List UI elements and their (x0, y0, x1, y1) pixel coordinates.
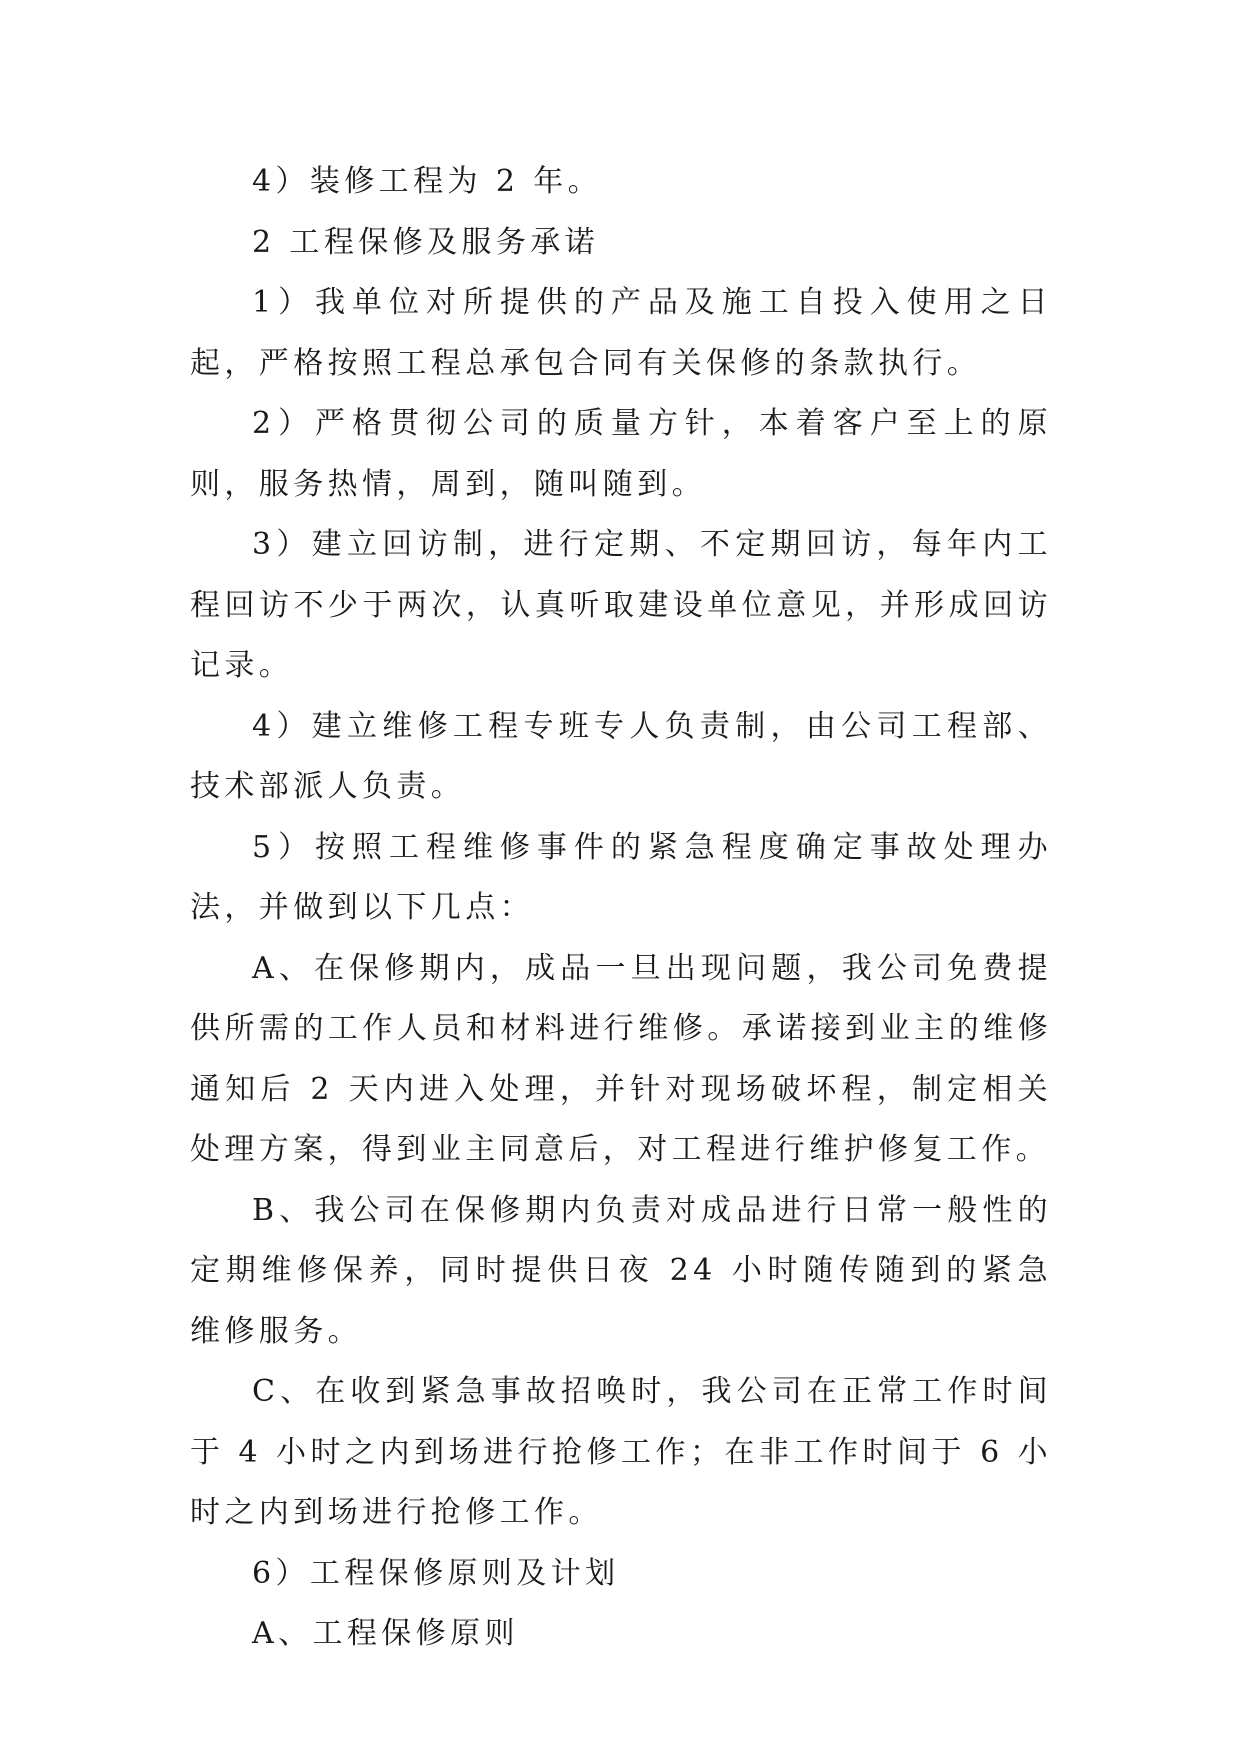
paragraph-item-2: 2）严格贯彻公司的质量方针，本着客户至上的原则，服务热情，周到，随叫随到。 (190, 406, 1052, 502)
paragraph-item-a: A、在保修期内，成品一旦出现问题，我公司免费提供所需的工作人员和材料进行维修。承诺接到业主的维修通知后 2 天内进入处理，并针对现场破坏程，制定相关处理方案，得到业主同意后，对工程进行维护修复工作。 (190, 950, 1052, 1167)
section-heading-warranty-commitment: 2 工程保修及服务承诺 (252, 224, 600, 260)
paragraph-item-1: 1）我单位对所提供的产品及施工自投入使用之日起，严格按照工程总承包合同有关保修的条款执行。 (190, 285, 1052, 381)
paragraph-item-5: 5）按照工程维修事件的紧急程度确定事故处理办法，并做到以下几点： (190, 829, 1052, 925)
paragraph-decoration-warranty: 4）装修工程为 2 年。 (252, 164, 603, 199)
paragraph-item-6: 6）工程保修原则及计划 (252, 1555, 620, 1591)
paragraph-item-3: 3）建立回访制，进行定期、不定期回访，每年内工程回访不少于两次，认真听取建设单位意见，并形成回访记录。 (190, 527, 1052, 683)
paragraph-subheading-a: A、工程保修原则 (252, 1616, 519, 1651)
paragraph-item-4: 4）建立维修工程专班专人负责制，由公司工程部、技术部派人负责。 (190, 708, 1052, 804)
paragraph-item-b: B、我公司在保修期内负责对成品进行日常一般性的定期维修保养，同时提供日夜 24 小时随传随到的紧急维修服务。 (190, 1192, 1052, 1349)
document-page (190, 152, 1052, 1665)
paragraph-item-c: C、在收到紧急事故招唤时，我公司在正常工作时间于 4 小时之内到场进行抢修工作；在非工作时间于 6 小时之内到场进行抢修工作。 (190, 1374, 1052, 1530)
